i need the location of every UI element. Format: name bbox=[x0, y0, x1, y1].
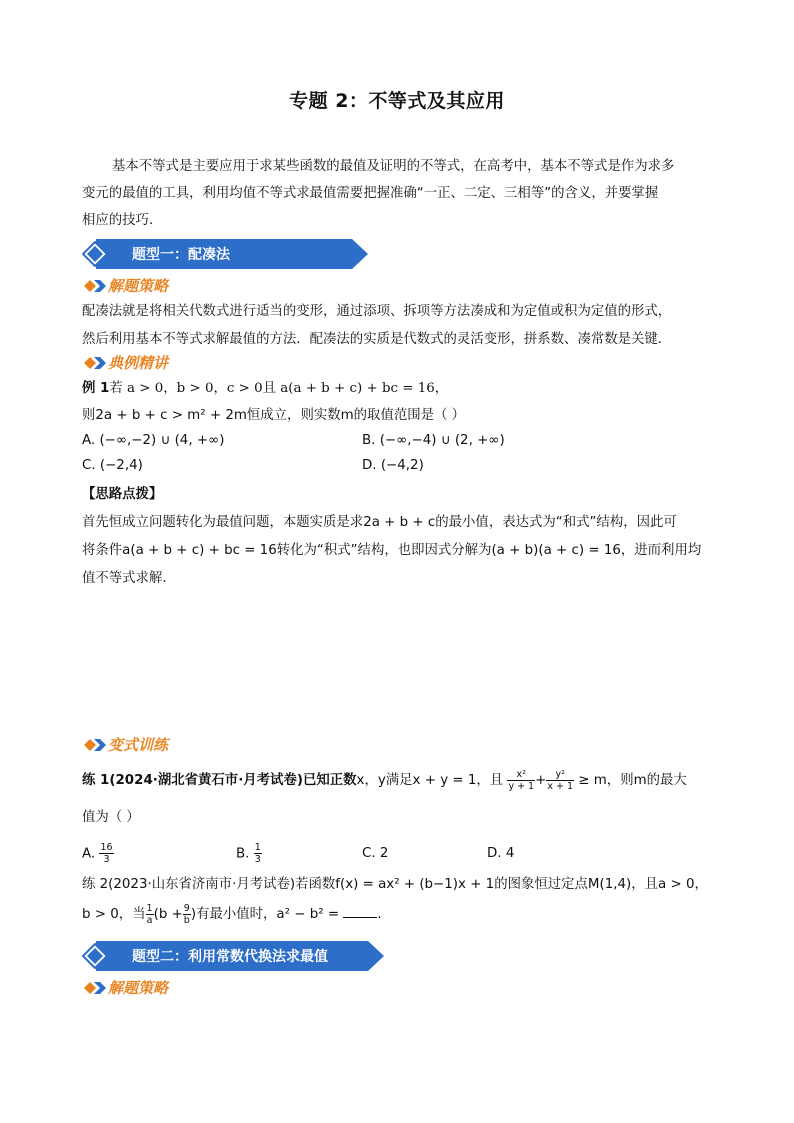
practice-2-line-1: 练 2(2023·山东省济南市·月考试卷)若函数f(x) = ax² + (b−1)x + 1的图象恒过定点M(1,4)，且a > 0， bbox=[82, 877, 708, 892]
practice-1-option-a bbox=[82, 842, 114, 865]
frac-num: x² bbox=[507, 769, 535, 781]
option-label: B. bbox=[236, 846, 250, 862]
frac-num: 9 bbox=[183, 902, 190, 914]
option-a: A. (−∞,−2) ∪ (4, +∞) bbox=[82, 433, 225, 448]
example-heading bbox=[82, 352, 282, 374]
option-d: D. (−4,2) bbox=[362, 458, 424, 473]
strategy-heading bbox=[82, 275, 282, 297]
frac-den: b bbox=[183, 914, 190, 926]
option-label: A. bbox=[82, 846, 96, 862]
intro-line-3: 相应的技巧. bbox=[82, 213, 154, 228]
variant-heading bbox=[82, 734, 282, 756]
page-title: 专题 2：不等式及其应用 bbox=[289, 90, 505, 112]
fraction-x2-over-y1 bbox=[507, 769, 535, 792]
practice-1-option-d: D. 4 bbox=[487, 846, 515, 861]
period: . bbox=[377, 907, 382, 922]
section-banner-type2 bbox=[82, 941, 384, 971]
practice-2-text-c: )有最小值时，a² − b² = bbox=[190, 907, 340, 922]
intro-line-2: 变元的最值的工具，利用均值不等式求最值需要把握准确“一正、二定、三相等”的含义，并要掌握 bbox=[82, 186, 659, 201]
strategy-line-1: 配凑法就是将相关代数式进行适当的变形，通过添项、拆项等方法凑成和为定值或积为定值的形式， bbox=[82, 304, 672, 319]
practice-2-text-a: b > 0，当 bbox=[82, 907, 146, 922]
fraction-1-over-3 bbox=[254, 842, 262, 865]
practice-1-option-c: C. 2 bbox=[362, 846, 389, 861]
fraction-16-over-3 bbox=[99, 842, 113, 865]
variant-heading-label: 变式训练 bbox=[108, 736, 169, 754]
example-1-line-2: 则2a + b + c > m² + 2m恒成立，则实数m的取值范围是（ ） bbox=[82, 408, 466, 423]
example-heading-label: 典例精讲 bbox=[108, 354, 169, 372]
practice-1-option-b bbox=[236, 842, 262, 865]
banner-label: 题型一：配凑法 bbox=[132, 247, 230, 263]
diamond-icon bbox=[82, 241, 108, 267]
banner-label: 题型二：利用常数代换法求最值 bbox=[132, 949, 328, 965]
hint-line-3: 值不等式求解. bbox=[82, 571, 167, 586]
frac-den: 3 bbox=[103, 854, 110, 865]
frac-den: 3 bbox=[254, 854, 261, 865]
frac-den: y + 1 bbox=[508, 780, 535, 792]
practice-2-line-2 bbox=[82, 902, 382, 927]
double-chevron-icon bbox=[82, 737, 110, 753]
frac-den: a bbox=[146, 914, 153, 926]
example-label: 例 1 bbox=[82, 381, 110, 396]
fraction-9-over-b bbox=[183, 903, 191, 926]
example-1-condition: 若 a > 0，b > 0，c > 0且 a(a + b + c) + bc = 16， bbox=[109, 381, 449, 396]
practice-2-text-b: (b + bbox=[153, 907, 183, 922]
intro-line-1: 基本不等式是主要应用于求某些函数的最值及证明的不等式，在高考中，基本不等式是作为求多 bbox=[112, 159, 675, 174]
hint-line-2: 将条件a(a + b + c) + bc = 16转化为“积式”结构，也即因式分解为(a + b)(a + c) = 16，进而利用均 bbox=[82, 543, 702, 558]
frac-num: 1 bbox=[254, 842, 261, 853]
double-chevron-icon bbox=[82, 355, 110, 371]
plus-sign: + bbox=[535, 773, 547, 788]
option-c: C. (−2,4) bbox=[82, 458, 143, 473]
practice-1-suffix: ≥ m，则m的最大 bbox=[578, 773, 687, 788]
diamond-icon bbox=[82, 943, 108, 969]
strategy-line-2: 然后利用基本不等式求解最值的方法．配凑法的实质是代数式的灵活变形，拼系数、凑常数是关键． bbox=[82, 332, 672, 347]
frac-num: 16 bbox=[100, 842, 113, 853]
example-1-line-1 bbox=[82, 376, 448, 401]
fraction-1-over-a bbox=[146, 903, 154, 926]
section-banner-type1 bbox=[82, 239, 368, 269]
strategy-heading-2 bbox=[82, 977, 282, 999]
practice-1-prefix: 练 1(2024·湖北省黄石市·月考试卷)已知正数 bbox=[82, 773, 357, 788]
practice-1-condition: x，y满足x + y = 1，且 bbox=[356, 773, 504, 788]
frac-num: 1 bbox=[146, 902, 153, 914]
practice-1-line-1 bbox=[82, 768, 687, 793]
option-b: B. (−∞,−4) ∪ (2, +∞) bbox=[362, 433, 505, 448]
double-chevron-icon bbox=[82, 278, 110, 294]
strategy-heading-label: 解题策略 bbox=[108, 979, 169, 997]
strategy-heading-label: 解题策略 bbox=[108, 277, 169, 295]
double-chevron-icon bbox=[82, 980, 110, 996]
frac-den: x + 1 bbox=[547, 780, 574, 792]
frac-num: y² bbox=[546, 769, 574, 781]
fraction-y2-over-x1 bbox=[546, 769, 574, 792]
hint-line-1: 首先恒成立问题转化为最值问题，本题实质是求2a + b + c的最小值，表达式为“和式”结构，因此可 bbox=[82, 515, 677, 530]
hint-heading: 【思路点拨】 bbox=[82, 487, 163, 502]
answer-blank[interactable] bbox=[343, 905, 377, 918]
practice-1-line-2: 值为（ ） bbox=[82, 810, 140, 825]
